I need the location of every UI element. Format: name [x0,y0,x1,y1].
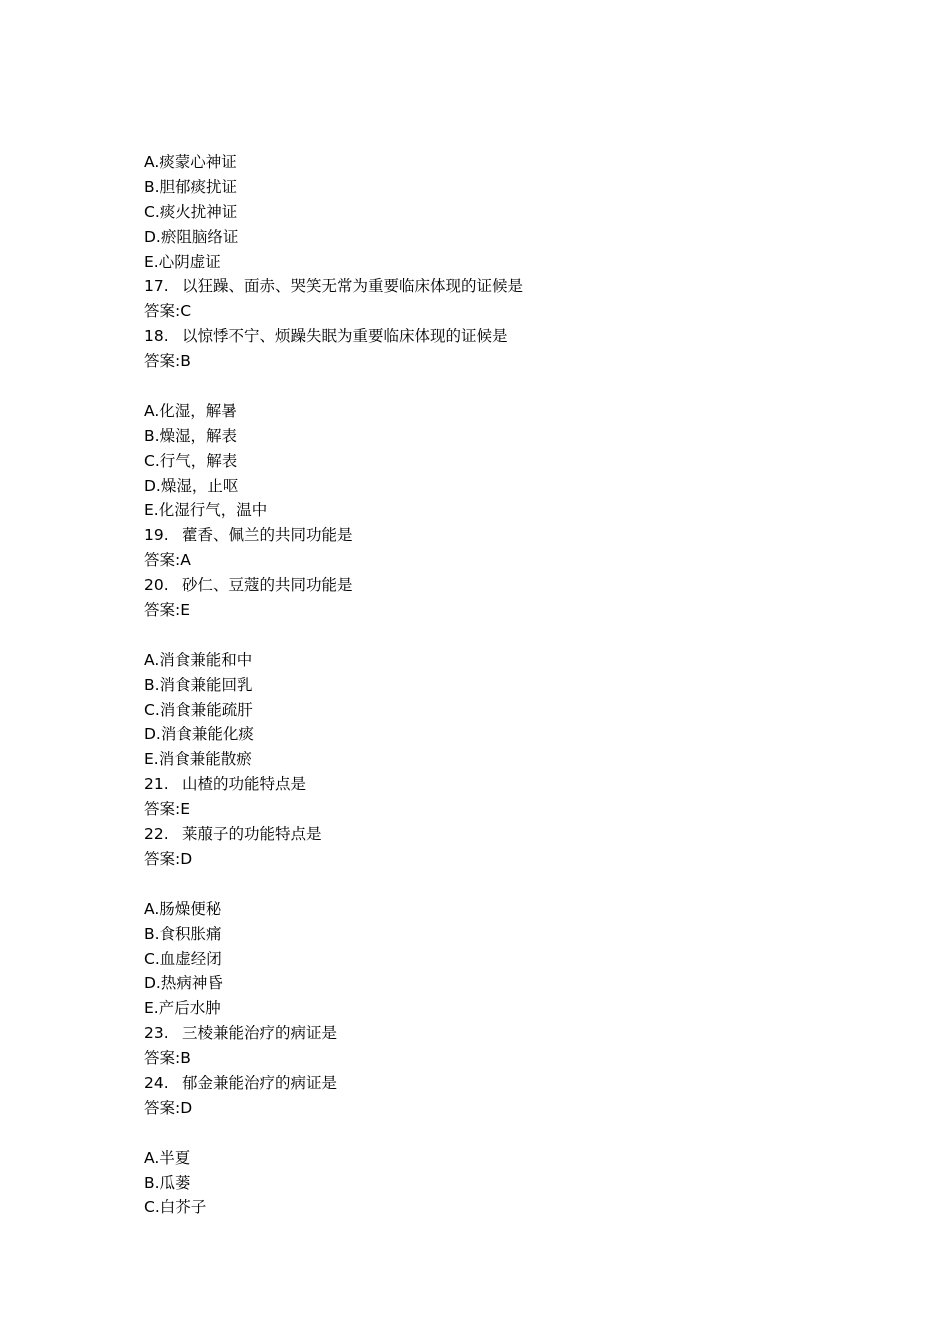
answer-line: 答案:E [144,800,191,819]
question-item [144,573,844,598]
answer-line: 答案:E [144,601,191,620]
option-c: C.痰火扰神证 [144,202,238,221]
option-b: B.消食兼能回乳 [144,675,253,694]
question-item [144,523,844,548]
spacer [144,1121,844,1146]
option-a: A.半夏 [144,1148,191,1167]
question-number: 18. [144,327,169,346]
answer-line: 答案:B [144,352,191,371]
answer-line: 答案:D [144,849,193,868]
option-d: D.燥湿，止呕 [144,476,239,495]
answer-line: 答案:D [144,1098,193,1117]
option-c: C.血虚经闭 [144,949,222,968]
question-number: 19. [144,526,169,545]
question-text: 郁金兼能治疗的病证是 [182,1073,338,1092]
question-text: 以狂躁、面赤、哭笑无常为重要临床体现的证候是 [182,277,524,296]
option-e: E.心阴虚证 [144,252,221,271]
question-item [144,324,844,349]
option-b: B.食积胀痛 [144,924,222,943]
option-e: E.产后水肿 [144,999,221,1018]
question-item [144,1071,844,1096]
question-text: 莱菔子的功能特点是 [182,825,322,844]
question-number: 17. [144,277,169,296]
question-item [144,1021,844,1046]
spacer [144,374,844,399]
question-block [144,897,844,1121]
option-b: B.胆郁痰扰证 [144,177,238,196]
answer-line: 答案:A [144,551,191,570]
question-text: 砂仁、豆蔻的共同功能是 [182,576,353,595]
question-number: 20. [144,576,169,595]
option-a: A.化湿，解暑 [144,401,237,420]
question-block [144,1146,844,1221]
option-d: D.消食兼能化痰 [144,725,254,744]
answer-line: 答案:B [144,1049,191,1068]
option-b: B.瓜蒌 [144,1173,191,1192]
option-a: A.痰蒙心神证 [144,153,237,171]
question-item [144,772,844,797]
option-a: A.消食兼能和中 [144,650,253,669]
question-block [144,150,844,374]
question-number: 24. [144,1073,169,1092]
question-text: 三棱兼能治疗的病证是 [182,1024,338,1043]
document-page [144,150,844,1220]
spacer [144,623,844,648]
option-b: B.燥湿，解表 [144,426,238,445]
option-c: C.白芥子 [144,1198,207,1217]
option-c: C.行气，解表 [144,451,238,470]
question-text: 山楂的功能特点是 [182,775,307,794]
option-c: C.消食兼能疏肝 [144,700,253,719]
question-block [144,648,844,872]
option-e: E.消食兼能散瘀 [144,750,252,769]
option-e: E.化湿行气，温中 [144,501,268,520]
question-block [144,399,844,623]
option-a: A.肠燥便秘 [144,899,222,918]
answer-line: 答案:C [144,302,192,321]
spacer [144,872,844,897]
question-item [144,274,844,299]
question-number: 21. [144,775,169,794]
question-number: 23. [144,1024,169,1043]
question-text: 藿香、佩兰的共同功能是 [182,526,353,545]
question-text: 以惊悸不宁、烦躁失眠为重要临床体现的证候是 [182,327,508,346]
question-number: 22. [144,825,169,844]
question-item [144,822,844,847]
option-d: D.瘀阻脑络证 [144,227,239,246]
option-d: D.热病神昏 [144,974,223,993]
